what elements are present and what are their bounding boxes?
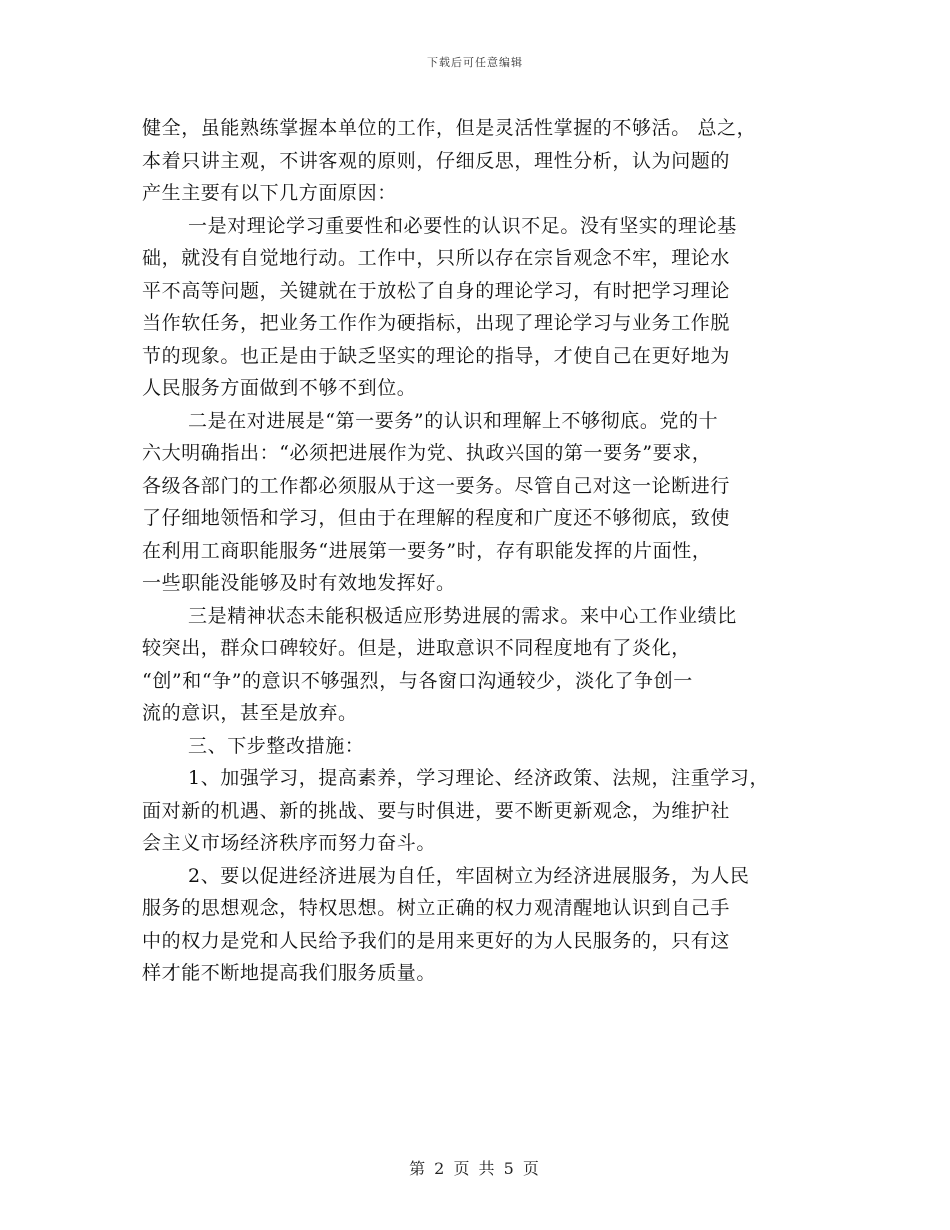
text-line: “创”和“争”的意识不够强烈，与各窗口沟通较少，淡化了争创一 bbox=[142, 669, 693, 692]
text-line: 平不高等问题，关键就在于放松了自身的理论学习，有时把学习理论 bbox=[142, 279, 731, 302]
paragraph-start: 2、要以促进经济进展为自任，牢固树立为经济进展服务，为人民 bbox=[188, 864, 750, 887]
text-line: 产生主要有以下几方面原因： bbox=[142, 182, 397, 204]
paragraph-start: 二是在对进展是“第一要务”的认识和理解上不够彻底。党的十 bbox=[188, 409, 719, 432]
body-text bbox=[142, 112, 832, 990]
text-line: 六大明确指出：“必须把进展作为党、执政兴国的第一要务”要求， bbox=[142, 442, 712, 464]
paragraph-start: 1、加强学习，提高素养，学习理论、经济政策、法规，注重学习， bbox=[188, 767, 770, 789]
page-header: 下载后可任意编辑 bbox=[427, 56, 523, 69]
text-line: 会主义市场经济秩序而努力奋斗。 bbox=[142, 832, 437, 854]
text-line: 了仔细地领悟和学习，但由于在理解的程度和广度还不够彻底，致使 bbox=[142, 507, 731, 529]
text-line: 健全，虽能熟练掌握本单位的工作，但是灵活性掌握的不够活。 总之， bbox=[142, 117, 757, 139]
text-line: 一些职能没能够及时有效地发挥好。 bbox=[142, 572, 456, 594]
text-line: 中的权力是党和人民给予我们的是用来更好的为人民服务的，只有这 bbox=[142, 929, 731, 952]
text-line: 各级各部门的工作都必须服从于这一要务。尽管自己对这一论断进行 bbox=[142, 474, 731, 497]
section-heading: 三、下步整改措施： bbox=[188, 734, 365, 757]
text-line: 节的现象。也正是由于缺乏坚实的理论的指导，才使自己在更好地为 bbox=[142, 344, 731, 367]
paragraph-start: 一是对理论学习重要性和必要性的认识不足。没有坚实的理论基 bbox=[188, 214, 737, 237]
text-line: 服务的思想观念，特权思想。树立正确的权力观清醒地认识到自己手 bbox=[142, 897, 731, 919]
text-line: 面对新的机遇、新的挑战、要与时俱进，要不断更新观念，为维护社 bbox=[142, 799, 731, 822]
text-line: 样才能不断地提高我们服务质量。 bbox=[142, 962, 437, 984]
text-line: 较突出，群众口碑较好。但是，进取意识不同程度地有了炎化， bbox=[142, 637, 691, 659]
page-footer: 第 2 页 共 5 页 bbox=[409, 1159, 541, 1178]
paragraph-start: 三是精神状态未能积极适应形势进展的需求。来中心工作业绩比 bbox=[188, 604, 737, 627]
text-line: 当作软任务，把业务工作作为硬指标，出现了理论学习与业务工作脱 bbox=[142, 312, 731, 334]
text-line: 在利用工商职能服务“进展第一要务”时，存有职能发挥的片面性， bbox=[142, 539, 712, 562]
text-line: 本着只讲主观，不讲客观的原则，仔细反思，理性分析，认为问题的 bbox=[142, 149, 731, 172]
text-line: 人民服务方面做到不够不到位。 bbox=[142, 377, 417, 399]
text-line: 流的意识，甚至是放弃。 bbox=[142, 702, 358, 724]
text-line: 础，就没有自觉地行动。工作中，只所以存在宗旨观念不牢，理论水 bbox=[142, 247, 731, 269]
